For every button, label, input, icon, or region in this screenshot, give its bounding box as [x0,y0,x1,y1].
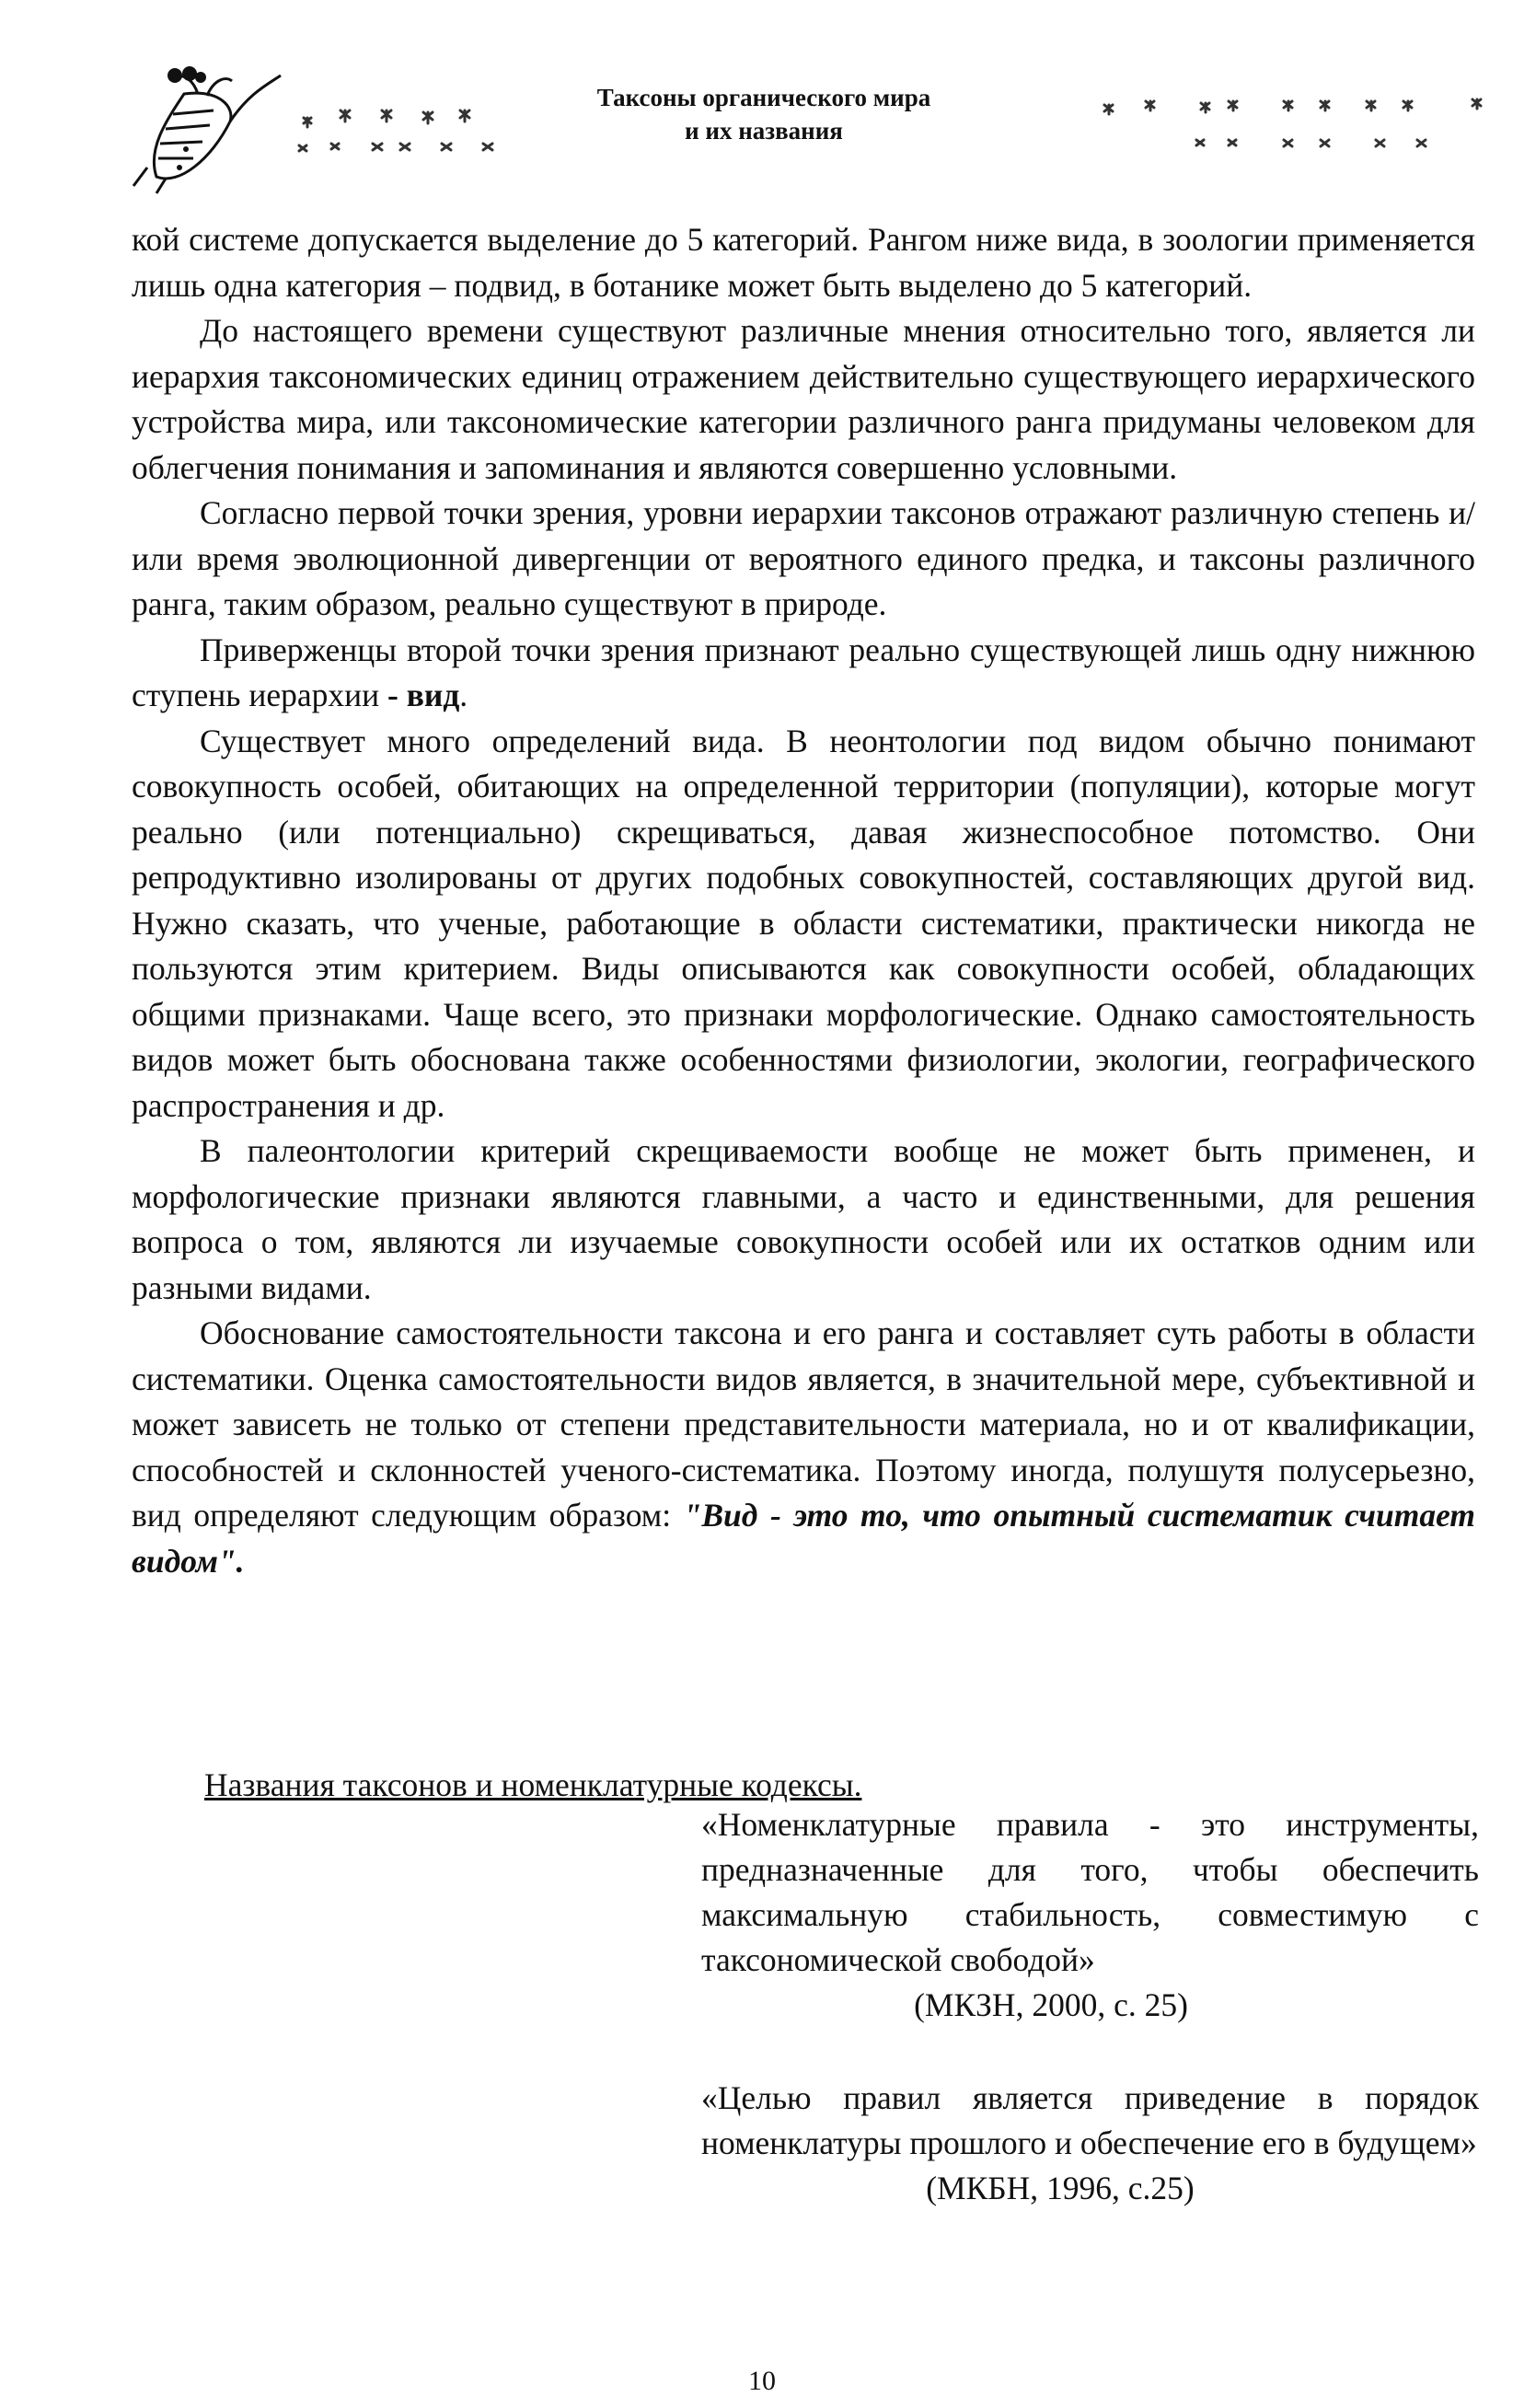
body-text [132,217,1475,1584]
paragraph-text: До настоящего времени существуют различные мнения относительно того, является ли иерархия таксономических единиц отражением действительно существующего иерархического устройства мира, или таксономические категории различного ранга придуманы человеком для облегчения понимания и запоминания и являются совершенно условными. [132,312,1475,486]
paragraph-text: В палеонтологии критерий скрещиваемости вообще не может быть применен, и морфологические признаки являются главными, а часто и единственными, для решения вопроса о том, являются ли изучаемые совокупности особей или их остатков одним или разными видами. [132,1132,1475,1306]
bird-track-ornament-icon [294,99,534,164]
page-number: 10 [748,2366,776,2396]
header-title-line2: и их названия [685,117,843,145]
paragraph-text: - вид [387,677,460,713]
paragraph-text: Существует много определений вида. В неонтологии под видом обычно понимают совокупность особей, обитающих на определенной территории (популяции), которые могут реально (или потенциально) скрещиваться, давая жизнеспособное потомство. Они репродуктивно изолированы от других подобных совокупностей, составляющих другой вид. Нужно сказать, что ученые, работающие в области систематики, практически никогда не пользуются этим критерием. Виды описываются как совокупности особей, обладающих общими признаками. Чаще всего, это признаки морфологические. Однако самостоятельность видов может быть обоснована также особенностями физиологии, экологии, географического распространения и др. [132,722,1475,1124]
quote-source: (МКБН, 1996, с.25) [926,2170,1195,2206]
paragraph-text: "Вид - это то, что опытный систематик считает видом". [132,1497,1475,1580]
epigraph-quote [701,1802,1479,2028]
body-paragraph [132,217,1475,308]
quote-text: «Целью правил является приведение в порядок номенклатуры прошлого и обеспечение его в будущем» [701,2079,1479,2161]
quote-text: «Номенклатурные правила - это инструменты, предназначенные для того, чтобы обеспечить максимальную стабильность, совместимую с таксономической свободой» [701,1806,1479,1978]
body-paragraph [132,719,1475,1129]
body-paragraph [132,491,1475,628]
paragraph-text: Приверженцы второй точки зрения признают реально существующей лишь одну нижнюю ступень иерархии [132,631,1475,713]
paragraph-text: Обоснование самостоятельности таксона и его ранга и составляет суть работы в области систематики. Оценка самостоятельности видов является, в значительной мере, субъективной и может зависеть не только от степени представительности материала, но и от квалификации, способностей и склонностей ученого-систематика. Поэтому иногда, полушутя полусерьезно, вид определяют следующим образом: [132,1314,1475,1534]
paragraph-text: Согласно первой точки зрения, уровни иерархии таксонов отражают различную степень и/или время эволюционной дивергенции от вероятного единого предка, и таксоны различного ранга, таким образом, реально существуют в природе. [132,494,1475,622]
quote-source: (МКЗН, 2000, с. 25) [914,1986,1188,2023]
paragraph-text: кой системе допускается выделение до 5 категорий. Рангом ниже вида, в зоологии применяется лишь одна категория – подвид, в ботанике может быть выделено до 5 категорий. [132,221,1475,304]
running-header-title [515,81,1012,147]
body-paragraph [132,308,1475,491]
bird-track-ornament-icon [1100,88,1495,162]
body-paragraph [132,1129,1475,1311]
section-heading: Названия таксонов и номенклатурные кодексы. [204,1766,862,1803]
header-title-line1: Таксоны органического мира [596,84,931,111]
epigraph-quote [701,2076,1479,2211]
body-paragraph [132,628,1475,719]
body-paragraph [132,1311,1475,1584]
paragraph-text: . [459,677,468,713]
insect-logo-icon [129,57,285,195]
